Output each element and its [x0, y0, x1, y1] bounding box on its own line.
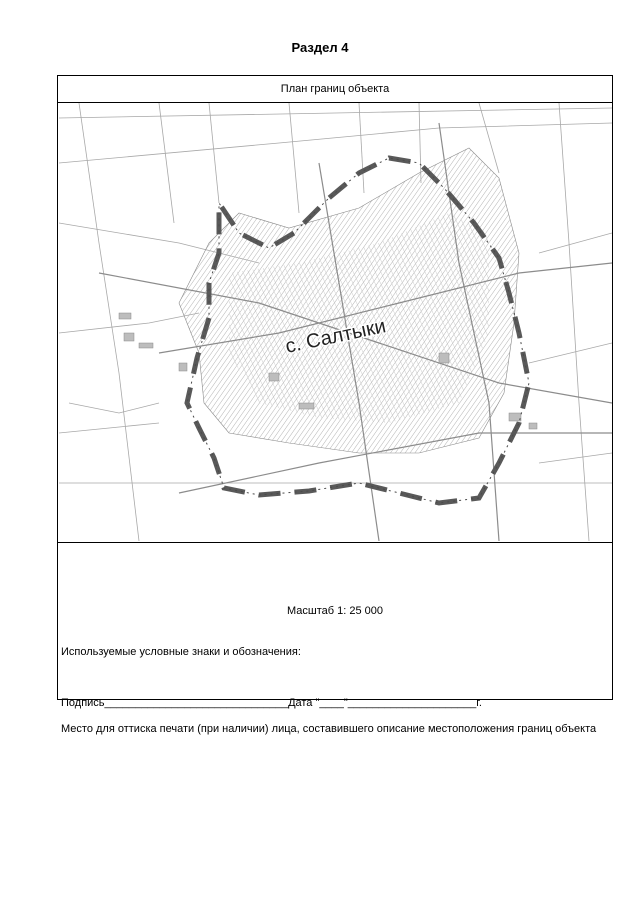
stamp-note: Место для оттиска печати (при наличии) лица, составившего описание местоположения границ объекта	[61, 723, 597, 735]
settlement-label: с. Салтыки	[283, 315, 388, 358]
section-title: Раздел 4	[291, 40, 349, 55]
scale-label: Масштаб 1: 25 000	[287, 605, 383, 617]
plan-title: План границ объекта	[58, 76, 612, 103]
legend-label: Используемые условные знаки и обозначения:	[61, 646, 301, 658]
boundary-map	[59, 103, 612, 541]
plan-details	[58, 542, 612, 735]
document-frame	[57, 75, 613, 735]
map-graphic	[59, 103, 612, 541]
signature-line: Подпись______________________________Дата "____"_____________________г.	[61, 697, 482, 709]
